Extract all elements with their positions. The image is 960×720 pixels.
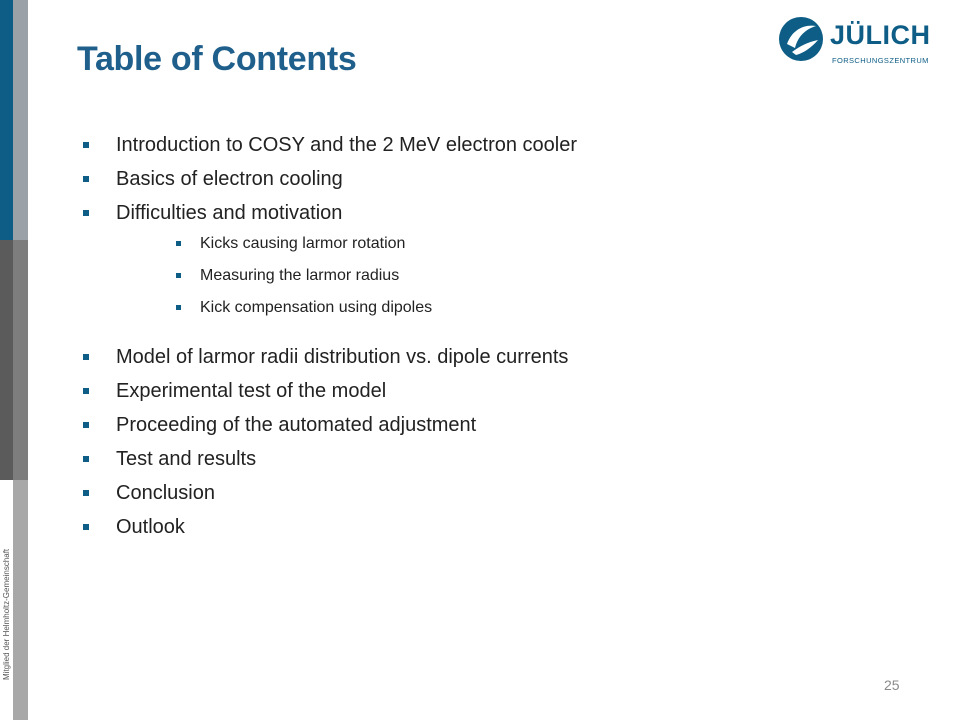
toc-item: [80, 344, 880, 378]
left-accent-bar-grey: [0, 240, 13, 480]
toc-subitem: [80, 298, 880, 330]
logo-wordmark: JÜLICH: [830, 20, 931, 50]
square-bullet-icon: [83, 456, 89, 462]
square-bullet-icon: [83, 176, 89, 182]
left-accent-bar-grey-3: [13, 480, 28, 720]
toc-item: [80, 166, 880, 200]
juelich-logo-icon: [778, 16, 824, 62]
juelich-logo: [778, 14, 943, 74]
section-spacer: [80, 330, 880, 344]
toc-item: [80, 412, 880, 446]
toc-item-label: Model of larmor radii distribution vs. dipole currents: [116, 346, 569, 368]
toc-item-label: Experimental test of the model: [116, 380, 387, 402]
toc-item-label: Introduction to COSY and the 2 MeV electron cooler: [116, 134, 578, 156]
toc-item: [80, 514, 880, 548]
toc-subitem: [80, 234, 880, 266]
toc-subitem-label: Kicks causing larmor rotation: [200, 235, 406, 252]
left-accent-bar-blue: [0, 0, 13, 240]
helmholtz-membership-note: Mitglied der Helmholtz-Gemeinschaft: [2, 548, 11, 680]
toc-item-label: Proceeding of the automated adjustment: [116, 414, 477, 436]
toc-item: [80, 200, 880, 234]
square-bullet-icon: [176, 305, 181, 310]
toc-item-label: Outlook: [116, 516, 185, 538]
square-bullet-icon: [83, 354, 89, 360]
toc-subitem: [80, 266, 880, 298]
toc-item-label: Difficulties and motivation: [116, 202, 343, 224]
square-bullet-icon: [176, 273, 181, 278]
slide-title: Table of Contents: [77, 40, 357, 78]
square-bullet-icon: [83, 388, 89, 394]
toc-subitem-label: Kick compensation using dipoles: [200, 299, 433, 316]
toc-item: [80, 480, 880, 514]
square-bullet-icon: [83, 142, 89, 148]
toc-item-label: Basics of electron cooling: [116, 168, 343, 190]
toc-item-label: Test and results: [116, 448, 257, 470]
toc-item: [80, 378, 880, 412]
page-number: 25: [884, 677, 900, 693]
toc-item: [80, 446, 880, 480]
left-accent-bar-grey-2: [13, 240, 28, 480]
square-bullet-icon: [83, 524, 89, 530]
square-bullet-icon: [176, 241, 181, 246]
square-bullet-icon: [83, 210, 89, 216]
left-accent-bar-light: [13, 0, 28, 240]
square-bullet-icon: [83, 490, 89, 496]
toc-item-label: Conclusion: [116, 482, 215, 504]
toc-subitem-label: Measuring the larmor radius: [200, 267, 400, 284]
toc-list: [80, 132, 880, 548]
logo-subtitle: FORSCHUNGSZENTRUM: [832, 56, 929, 65]
square-bullet-icon: [83, 422, 89, 428]
toc-item: [80, 132, 880, 166]
